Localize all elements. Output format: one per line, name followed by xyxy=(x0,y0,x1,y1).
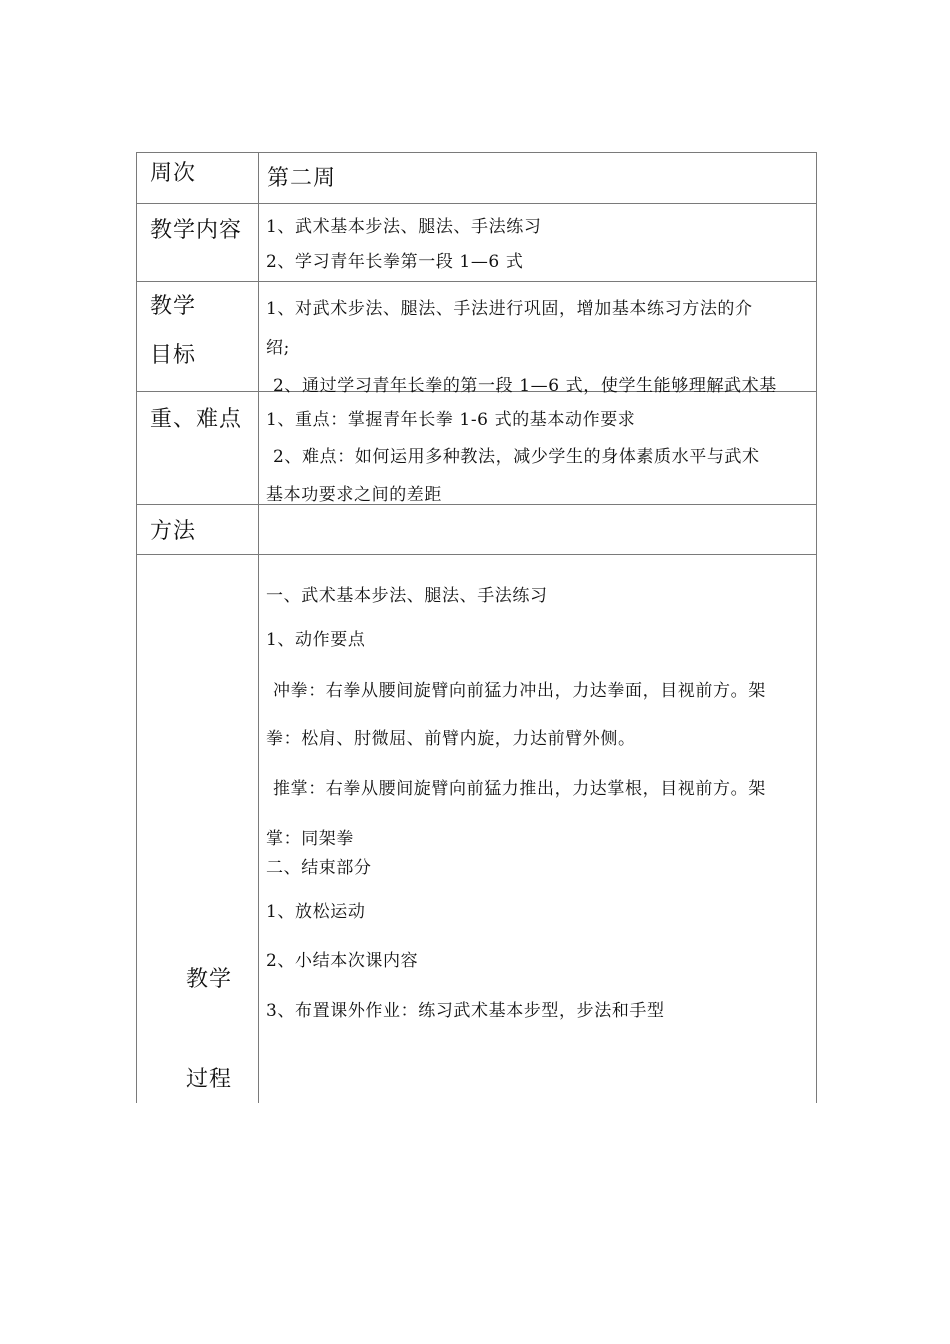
row-divider xyxy=(136,203,817,204)
key-points-line: 2、难点：如何运用多种教法，减少学生的身体素质水平与武术 xyxy=(273,447,760,467)
week-label: 周次 xyxy=(150,161,197,186)
process-line: 1、动作要点 xyxy=(266,630,366,650)
process-label-2: 过程 xyxy=(186,1067,233,1092)
row-divider xyxy=(136,504,817,505)
process-line: 二、结束部分 xyxy=(266,858,372,878)
content-line: 2、学习青年长拳第一段 1—6 式 xyxy=(266,252,524,272)
table-border-right xyxy=(816,152,817,1103)
goal-label-1: 教学 xyxy=(150,294,197,319)
process-line: 2、小结本次课内容 xyxy=(266,951,419,971)
key-points-line: 1、重点：掌握青年长拳 1-6 式的基本动作要求 xyxy=(266,410,636,430)
process-label-1: 教学 xyxy=(186,967,233,992)
process-line: 1、放松运动 xyxy=(266,902,366,922)
goal-line: 绍; xyxy=(266,338,290,358)
key-points-line: 基本功要求之间的差距 xyxy=(266,485,442,505)
row-divider xyxy=(136,281,817,282)
column-divider xyxy=(258,152,259,1103)
key-points-label: 重、难点 xyxy=(150,407,243,432)
row-divider xyxy=(136,554,817,555)
process-line: 3、布置课外作业：练习武术基本步型，步法和手型 xyxy=(266,1001,665,1021)
week-value: 第二周 xyxy=(267,166,337,191)
method-label: 方法 xyxy=(150,519,197,544)
process-line: 掌：同架拳 xyxy=(266,829,354,849)
process-line: 一、武术基本步法、腿法、手法练习 xyxy=(266,586,548,606)
process-line: 冲拳：右拳从腰间旋臂向前猛力冲出，力达拳面，目视前方。架 xyxy=(273,681,766,701)
goal-line: 2、通过学习青年长拳的第一段 1—6 式，使学生能够理解武术基 xyxy=(273,376,777,396)
goal-label-2: 目标 xyxy=(150,343,197,368)
content-label: 教学内容 xyxy=(150,218,243,243)
table-border-top xyxy=(136,152,817,153)
goal-line: 1、对武术步法、腿法、手法进行巩固，增加基本练习方法的介 xyxy=(266,299,753,319)
process-line: 拳：松肩、肘微屈、前臂内旋，力达前臂外侧。 xyxy=(266,729,636,749)
content-line: 1、武术基本步法、腿法、手法练习 xyxy=(266,217,542,237)
table-border-left xyxy=(136,152,137,1103)
process-line: 推掌：右拳从腰间旋臂向前猛力推出，力达掌根，目视前方。架 xyxy=(273,779,766,799)
